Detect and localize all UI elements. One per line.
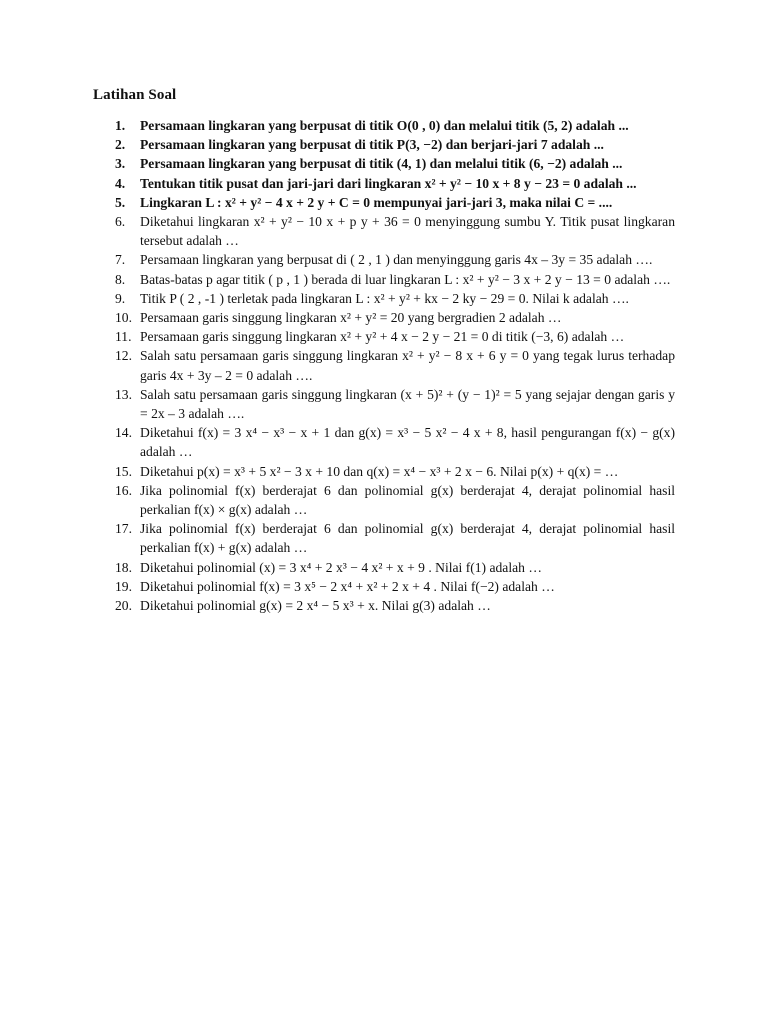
question-item (93, 481, 675, 519)
question-number: 7. (115, 252, 126, 268)
question-text: Diketahui p(x) = x³ + 5 x² − 3 x + 10 dan q(x) = x⁴ − x³ + 2 x − 6. Nilai p(x) + q(x) = … (140, 463, 619, 479)
question-number: 11. (115, 329, 132, 345)
question-number: 6. (115, 214, 126, 230)
question-number: 15. (115, 463, 132, 479)
question-text: Persamaan garis singgung lingkaran x² + y² + 4 x − 2 y − 21 = 0 di titik (−3, 6) adalah … (140, 329, 625, 345)
question-text: Diketahui lingkaran x² + y² − 10 x + p y + 36 = 0 menyinggung sumbu Y. Titik pusat lingkaran tersebut adalah … (140, 214, 675, 249)
question-text: Persamaan lingkaran yang berpusat di titik O(0 , 0) dan melalui titik (5, 2) adalah ... (140, 118, 629, 133)
question-number: 9. (115, 290, 126, 306)
question-number: 10. (115, 310, 132, 326)
question-text: Persamaan lingkaran yang berpusat di ( 2 , 1 ) dan menyinggung garis 4x – 3y = 35 adalah …. (140, 252, 653, 268)
question-text: Diketahui polinomial g(x) = 2 x⁴ − 5 x³ + x. Nilai g(3) adalah … (140, 598, 491, 614)
question-item (93, 135, 675, 154)
question-item (93, 596, 675, 615)
question-text: Tentukan titik pusat dan jari-jari dari lingkaran x² + y² − 10 x + 8 y − 23 = 0 adalah ... (140, 175, 637, 191)
question-number: 3. (115, 156, 126, 172)
question-item (93, 212, 675, 250)
question-item (93, 577, 675, 596)
question-item (93, 346, 675, 384)
question-number: 12. (115, 348, 132, 364)
question-item (93, 193, 675, 212)
question-item (93, 116, 675, 135)
question-item (93, 423, 675, 461)
question-number: 18. (115, 559, 132, 575)
question-text: Jika polinomial f(x) berderajat 6 dan polinomial g(x) berderajat 4, derajat polinomial hasil perkalian f(x) × g(x) adalah … (140, 482, 675, 518)
question-text: Salah satu persamaan garis singgung lingkaran (x + 5)² + (y − 1)² = 5 yang sejajar dengan garis y = 2x – 3 adalah …. (140, 386, 675, 422)
question-item (93, 327, 675, 346)
question-text: Diketahui f(x) = 3 x⁴ − x³ − x + 1 dan g(x) = x³ − 5 x² − 4 x + 8, hasil pengurangan f(x) − g(x) adalah … (140, 425, 675, 460)
question-text: Lingkaran L : x² + y² − 4 x + 2 y + C = 0 mempunyai jari-jari 3, maka nilai C = .... (140, 194, 613, 210)
question-item (93, 270, 675, 289)
question-number: 5. (115, 194, 126, 210)
question-number: 19. (115, 578, 132, 594)
document-title: Latihan Soal (93, 87, 177, 103)
question-text: Batas-batas p agar titik ( p , 1 ) berada di luar lingkaran L : x² + y² − 3 x + 2 y − 13 = 0 adalah …. (140, 271, 671, 287)
question-item (93, 462, 675, 481)
question-text: Salah satu persamaan garis singgung lingkaran x² + y² − 8 x + 6 y = 0 yang tegak lurus terhadap garis 4x + 3y – 2 = 0 adalah …. (140, 348, 675, 383)
question-item (93, 174, 675, 193)
question-text: Diketahui polinomial (x) = 3 x⁴ + 2 x³ − 4 x² + x + 9 . Nilai f(1) adalah … (140, 559, 542, 575)
question-text: Persamaan garis singgung lingkaran x² + y² = 20 yang bergradien 2 adalah … (140, 310, 562, 326)
question-number: 17. (115, 521, 132, 537)
question-text: Persamaan lingkaran yang berpusat di titik P(3, −2) dan berjari-jari 7 adalah ... (140, 137, 604, 153)
question-item (93, 289, 675, 308)
question-text: Titik P ( 2 , -1 ) terletak pada lingkaran L : x² + y² + kx − 2 ky − 29 = 0. Nilai k adalah …. (140, 290, 629, 306)
question-number: 20. (115, 598, 132, 614)
question-number: 4. (115, 175, 126, 191)
question-item (93, 385, 675, 423)
question-number: 13. (115, 386, 132, 402)
question-text: Diketahui polinomial f(x) = 3 x⁵ − 2 x⁴ + x² + 2 x + 4 . Nilai f(−2) adalah … (140, 578, 555, 594)
question-number: 14. (115, 425, 132, 441)
question-number: 1. (115, 118, 126, 133)
question-list (93, 116, 675, 615)
question-number: 8. (115, 271, 126, 287)
question-text: Persamaan lingkaran yang berpusat di titik (4, 1) dan melalui titik (6, −2) adalah ... (140, 156, 623, 172)
question-item (93, 558, 675, 577)
question-item (93, 308, 675, 327)
question-item (93, 519, 675, 557)
question-number: 2. (115, 137, 126, 153)
question-number: 16. (115, 482, 132, 498)
question-item (93, 250, 675, 269)
question-item (93, 154, 675, 173)
question-text: Jika polinomial f(x) berderajat 6 dan polinomial g(x) berderajat 4, derajat polinomial hasil perkalian f(x) + g(x) adalah … (140, 521, 675, 556)
